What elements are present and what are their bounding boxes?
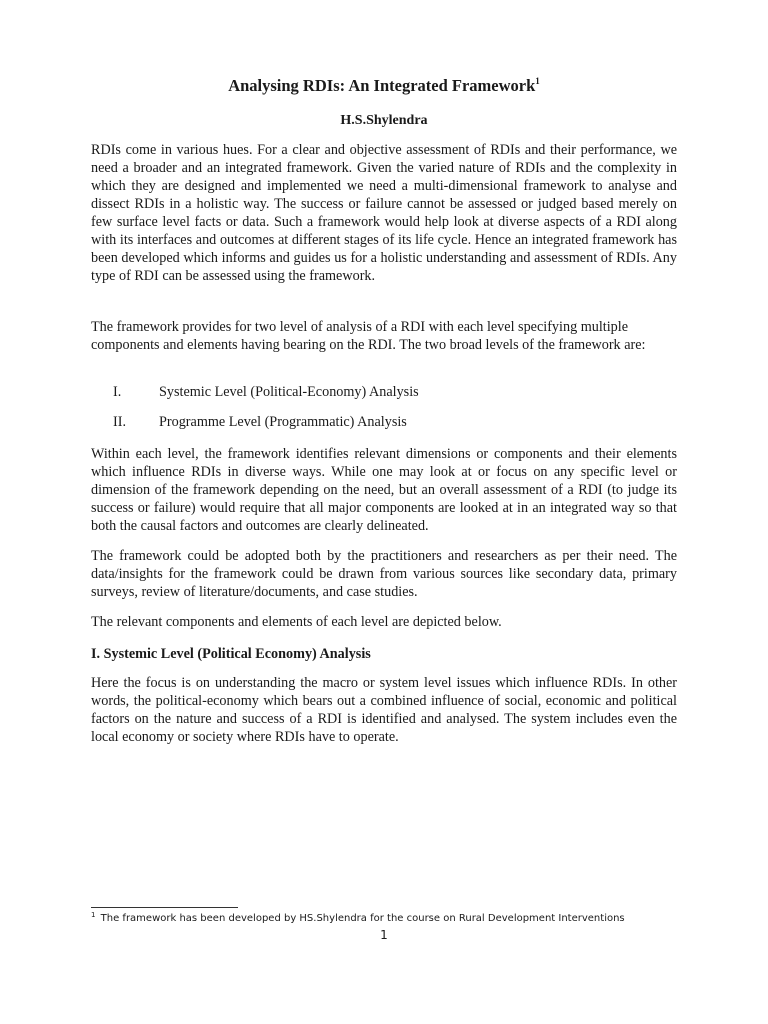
section-heading-systemic: I. Systemic Level (Political Economy) Analysis [91, 646, 371, 662]
level-number: I. [113, 384, 122, 400]
footnote-separator [91, 907, 238, 908]
title-footnote-ref[interactable]: 1 [535, 76, 540, 86]
document-title [91, 76, 677, 96]
paragraph-adoption: The framework could be adopted both by the practitioners and researchers as per their need. The data/insights for the framework could be drawn from various sources like secondary data, primary surveys, review of literature/documents, and case studies. [91, 548, 677, 600]
paragraph-intro: RDIs come in various hues. For a clear and objective assessment of RDIs and their performance, we need a broader and an integrated framework. Given the varied nature of RDIs and the complexity in which they are designed and implemented we need a multi-dimensional framework to analyse and dissect RDIs in a holistic way. The success or failure cannot be assessed or judged based merely on few surface level facts or data. Such a framework would help look at diverse aspects of a RDI along with its interfaces and outcomes at different stages of its life cycle. Hence an integrated framework has been developed which informs and guides us for a holistic understanding and assessment of RDIs. Any type of RDI can be assessed using the framework. [91, 142, 677, 284]
title-text: Analysing RDIs: An Integrated Framework [228, 76, 536, 95]
paragraph-levels-intro: The framework provides for two level of analysis of a RDI with each level specifying multiple components and elements having bearing on the RDI. The two broad levels of the framework are: [91, 319, 646, 353]
level-label: Systemic Level (Political-Economy) Analysis [159, 384, 419, 400]
footnote-marker: 1 [91, 911, 96, 919]
paragraph-within-level: Within each level, the framework identifies relevant dimensions or components and their elements which influence RDIs in diverse ways. While one may look at or focus on any specific level or dimension of the framework depending on the need, but an overall assessment of a RDI (to judge its success or failure) would require that all major components are looked at in an integrated way so that both the causal factors and outcomes are clearly delineated. [91, 446, 677, 534]
page-number: 1 [380, 928, 388, 942]
paragraph-systemic-focus: Here the focus is on understanding the macro or system level issues which influence RDIs. In other words, the political-economy which bears out a combined influence of social, economic and political factors on the nature and success of a RDI is identified and analysed. The system includes even the local economy or society where RDIs have to operate. [91, 675, 677, 745]
paragraph-depiction: The relevant components and elements of each level are depicted below. [91, 614, 502, 630]
author-name: H.S.Shylendra [340, 113, 428, 128]
footnote-text: The framework has been developed by HS.Shylendra for the course on Rural Development Interventions [97, 913, 625, 924]
document-page [91, 0, 677, 1024]
level-label: Programme Level (Programmatic) Analysis [159, 414, 407, 430]
level-number: II. [113, 414, 126, 430]
footnote [91, 912, 691, 926]
